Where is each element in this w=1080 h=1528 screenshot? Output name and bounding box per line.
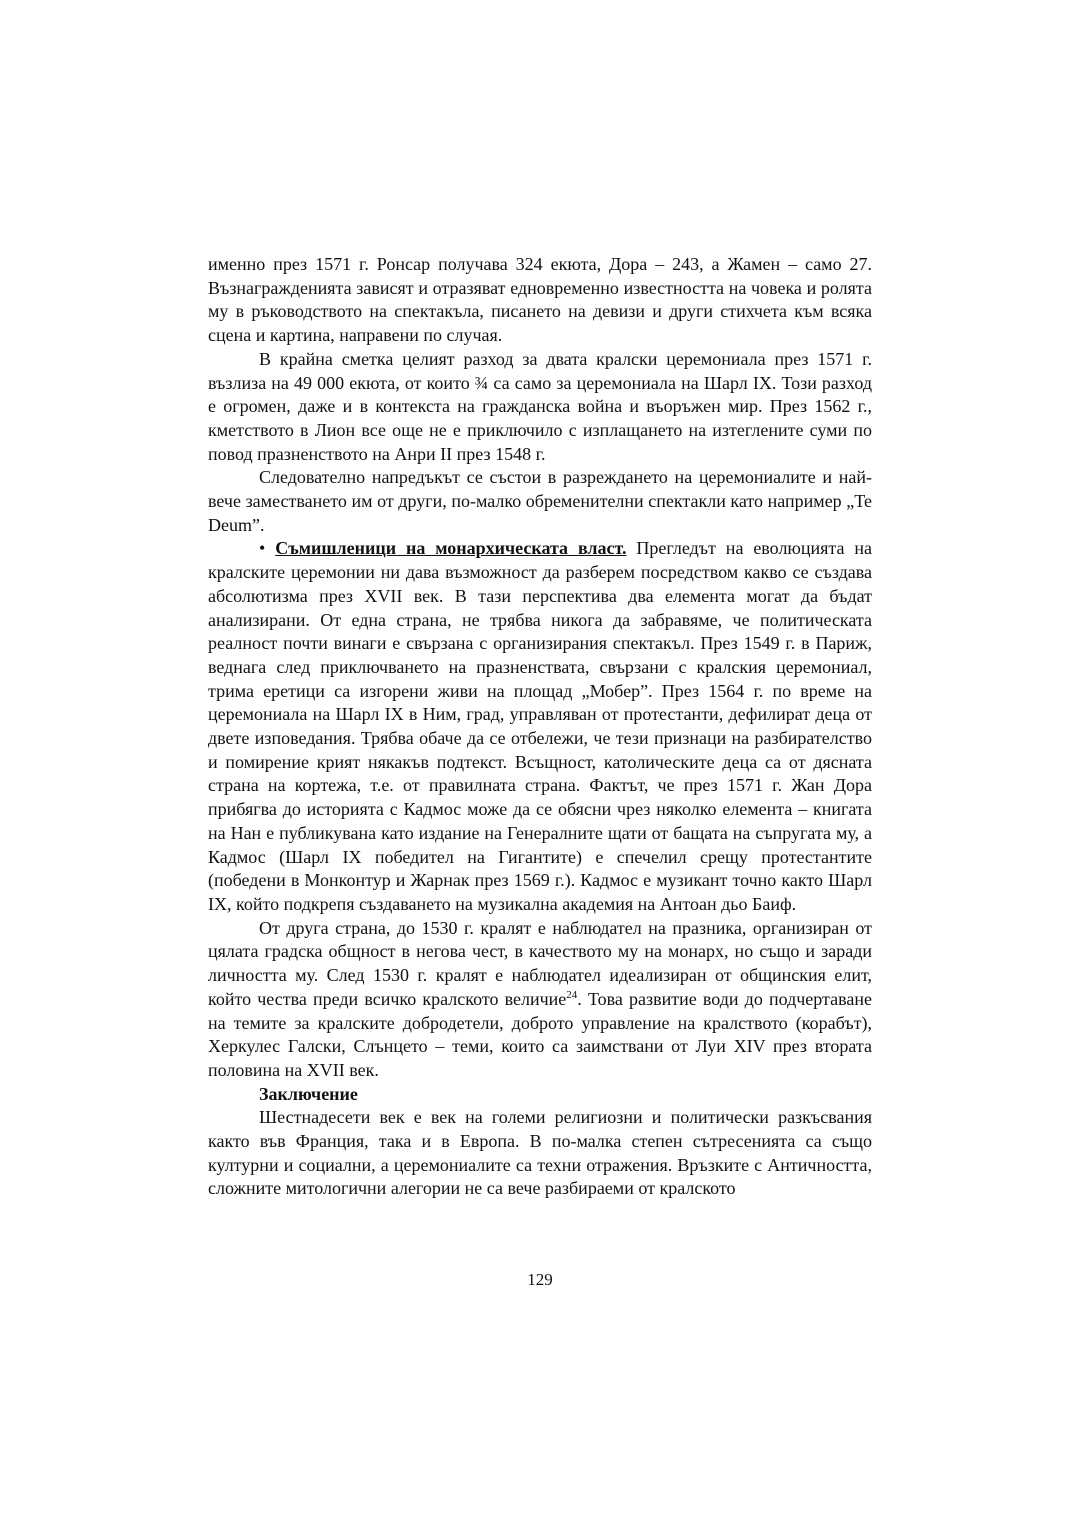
paragraph-4 — [208, 537, 872, 916]
page-body — [208, 253, 872, 1201]
paragraph-3: Следователно напредъкът се състои в разреждането на церемониалите и най-вече заместването им от други, по-малко обременителни спектакли като например „Te Deum”. — [208, 467, 872, 535]
section-heading: Съмишленици на монархическата власт. — [275, 538, 627, 559]
page-number: 129 — [527, 1270, 553, 1289]
paragraph-1: именно през 1571 г. Ронсар получава 324 екюта, Дора – 243, а Жамен – само 27. Възнагражденията зависят и отразяват едновременно известността на човека и ролята му в ръководството на спектакъла, писането на девизи и други стихчета към всяка сцена и картина, направени по случая. — [208, 254, 872, 346]
paragraph-5-text: От друга страна, до 1530 г. кралят е наблюдател на празника, организиран от цялата градска общност в негова чест, в качеството му на монарх, но също и заради личността му. След 1530 г. кралят е наблюдател идеализиран от общинския елит, който чества преди всичко кралското величие — [208, 917, 872, 1009]
bullet-icon: • — [259, 538, 266, 559]
paragraph-6: Шестнадесети век е век на големи религиозни и политически разкъсвания както във Франция, така и в Европа. В по-малка степен сътресенията са също културни и социални, а церемониалите са техни отражения. Връзките с Античността, сложните митологични алегории не са вече разбираеми от кралското — [208, 1107, 872, 1199]
paragraph-5-rest: . Това развитие води до подчертаване на темите за кралските добродетели, доброто управление на кралството (корабът), Херкулес Галски, Слънцето – теми, които са заимствани от Луи XIV през втората половина на XVII век. — [208, 988, 872, 1080]
paragraph-4-text: Прегледът на еволюцията на кралските церемонии ни дава възможност да разберем посредством какво се създава абсолютизма през XVII век. В тази перспектива два елемента могат да бъдат анализирани. От една страна, не трябва никога да забравяме, че политическата реалност почти винаги е свързана с организирания спектакъл. През 1549 г. в Париж, веднага след приключването на празненствата, свързани с кралския церемониал, трима еретици са изгорени живи на площад „Мобер”. През 1564 г. по време на церемониала на Шарл IX в Ним, град, управляван от протестанти, дефилират деца от двете изповедания. Трябва обаче да се отбележи, че тези признаци на разбирателство и помирение крият някакъв подтекст. Всъщност, католическите деца са от дясната страна на кортежа, т.е. от правилната страна. Фактът, че през 1571 г. Жан Дора прибягва до историята с Кадмос може да се обясни чрез няколко елемента – книгата на Нан е публикувана като издание на Генералните щати от бащата на съпругата му, а Кадмос (Шарл IX победител на Гигантите) е спечелил срещу протестантите (победени в Монконтур и Жарнак през 1569 г.). Кадмос е музикант точно както Шарл IX, който подкрепя създаването на музикална академия на Антоан дьо Баиф. — [208, 538, 872, 914]
paragraph-5 — [208, 917, 872, 1083]
footnote-marker: 24 — [566, 988, 578, 1001]
paragraph-2: В крайна сметка целият разход за двата кралски церемониала през 1571 г. възлиза на 49 000 екюта, от които ¾ са само за церемониала на Шарл IX. Този разход е огромен, даже и в контекста на гражданска война и въоръжен мир. През 1562 г., кметството в Лион все още не е приключило с изплащането на изтеглените суми по повод празненството на Анри II през 1548 г. — [208, 348, 872, 464]
conclusion-heading: Заключение — [259, 1083, 358, 1104]
